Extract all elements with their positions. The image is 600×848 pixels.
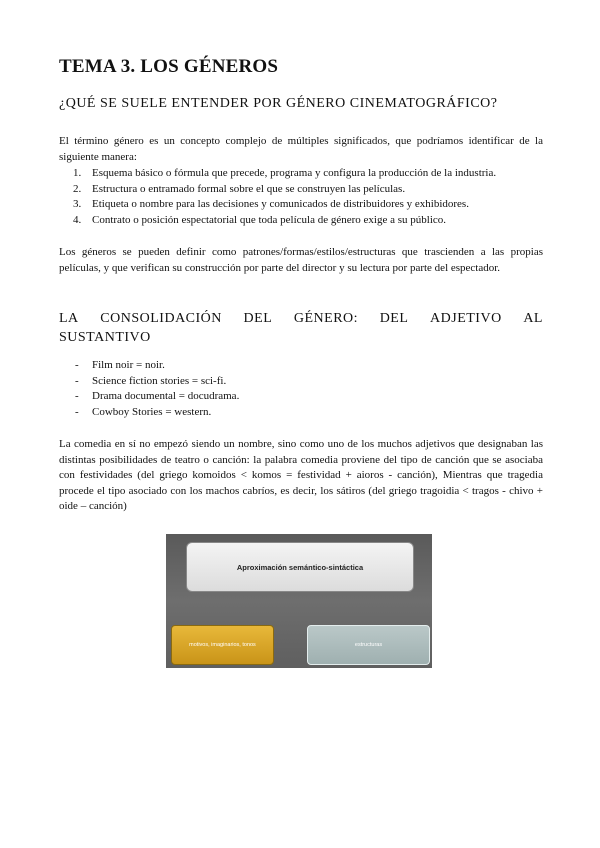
- bullet-list: [59, 358, 543, 420]
- heading-word: LA: [59, 311, 79, 326]
- list-item: [59, 405, 543, 421]
- heading-line-2: SUSTANTIVO: [59, 330, 151, 345]
- list-item: [59, 358, 543, 374]
- list-item: [59, 166, 543, 182]
- list-item-text: Cowboy Stories = western.: [92, 405, 212, 418]
- heading-line-1: [59, 309, 543, 328]
- heading-word: DEL: [243, 311, 273, 326]
- dash-bullet: -: [75, 390, 79, 402]
- dash-bullet: -: [75, 374, 79, 387]
- list-item-text: Estructura o entramado formal sobre el que se construyen las películas.: [92, 182, 406, 195]
- page-title: TEMA 3. LOS GÉNEROS: [59, 56, 279, 77]
- list-item-text: Contrato o posición espectatorial que toda película de género exige a su público.: [92, 213, 447, 226]
- section-heading-consolidation: [59, 309, 543, 347]
- heading-word: GÉNERO:: [293, 311, 359, 326]
- intro-paragraph: El término género es un concepto complejo de múltiples significados, que podríamos identificar de la siguiente manera:: [59, 135, 543, 163]
- diagram-box-approach: Aproximación semántico-sintáctica: [186, 542, 414, 592]
- list-item: [59, 213, 543, 229]
- semantic-syntactic-diagram: [166, 534, 432, 668]
- heading-word: AL: [523, 311, 543, 326]
- diagram-box-motifs: motivos, imaginarios, tonos: [171, 625, 274, 665]
- list-item-text: Esquema básico o fórmula que precede, programa y configura la producción de la industria.: [92, 167, 497, 179]
- list-item: [59, 182, 543, 198]
- dash-bullet: -: [75, 359, 79, 371]
- list-item: [59, 374, 543, 390]
- list-number: 2.: [73, 182, 82, 195]
- section-heading-genre-definition: ¿QUÉ SE SUELE ENTENDER POR GÉNERO CINEMATOGRÁFICO?: [59, 96, 498, 111]
- list-item: [59, 389, 543, 405]
- list-item-text: Science fiction stories = sci-fi.: [92, 374, 227, 387]
- list-number: 3.: [73, 198, 82, 210]
- heading-word: DEL: [379, 311, 409, 326]
- list-number: 4.: [73, 213, 82, 226]
- heading-word: CONSOLIDACIÓN: [100, 311, 222, 326]
- comedy-paragraph: La comedia en sí no empezó siendo un nombre, sino como uno de los muchos adjetivos que designaban las distintas posibilidades de teatro o canción: la palabra comedia proviene del tipo de canción que se asociaba con festividades (del griego komoidos < komos = festividad + aioros - canción), Mientras que tragedia procede el tipo asociado con los machos cabríos, es decir, los sátiros (del griego tragoidia < tragos - chivo + oide – canción): [59, 438, 543, 512]
- list-number: 1.: [73, 167, 82, 179]
- definition-list: [59, 166, 543, 228]
- diagram-box-structures: estructuras: [307, 625, 430, 665]
- heading-word: ADJETIVO: [430, 311, 502, 326]
- genres-definition-paragraph: Los géneros se pueden definir como patrones/formas/estilos/estructuras que trascienden a las propias películas, y que verifican su construcción por parte del director y su lectura por parte del espectador.: [59, 246, 543, 274]
- list-item-text: Drama documental = docudrama.: [92, 390, 240, 402]
- list-item: [59, 197, 543, 213]
- dash-bullet: -: [75, 405, 79, 418]
- list-item-text: Etiqueta o nombre para las decisiones y comunicados de distribuidores y exhibidores.: [92, 198, 469, 210]
- list-item-text: Film noir = noir.: [92, 359, 165, 371]
